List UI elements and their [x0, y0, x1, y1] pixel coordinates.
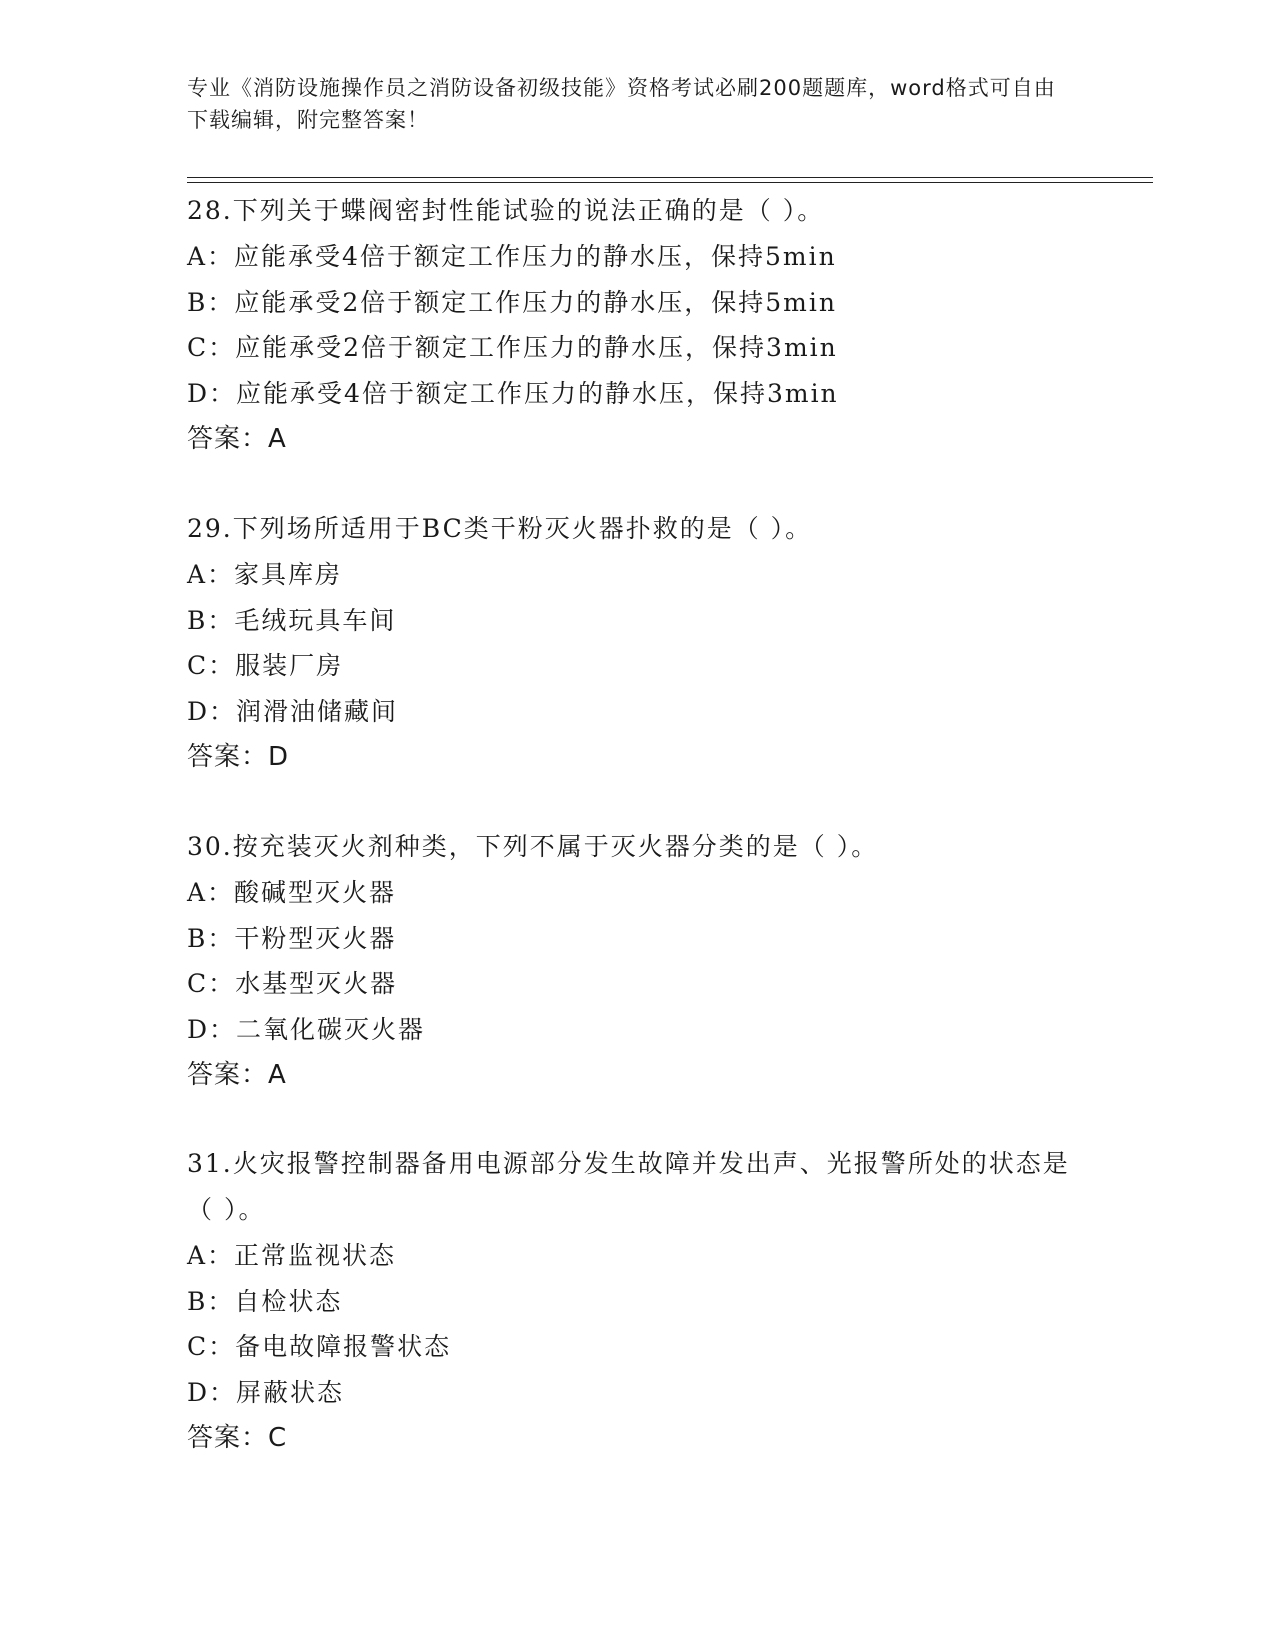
answer: 答案：C: [187, 1423, 288, 1453]
option-c: C：备电故障报警状态: [187, 1332, 452, 1361]
option-a: A：应能承受4倍于额定工作压力的静水压，保持5min: [187, 242, 837, 271]
option-d: D：二氧化碳灭火器: [187, 1014, 426, 1044]
option-b: B：应能承受2倍于额定工作压力的静水压，保持5min: [187, 287, 837, 317]
option-b: B：自检状态: [187, 1286, 343, 1316]
option-c: C：应能承受2倍于额定工作压力的静水压，保持3min: [187, 333, 838, 362]
question-stem: 29.下列场所适用于BC类干粉灭火器扑救的是（ ）。: [187, 514, 813, 543]
question-stem: 28.下列关于蝶阀密封性能试验的说法正确的是（ ）。: [187, 196, 825, 225]
header-divider-top: [187, 177, 1153, 178]
answer: 答案：A: [187, 1060, 287, 1090]
option-b: B：干粉型灭火器: [187, 923, 397, 953]
option-b: B：毛绒玩具车间: [187, 605, 397, 635]
question-stem: 31.火灾报警控制器备用电源部分发生故障并发出声、光报警所处的状态是（ ）。: [187, 1149, 1070, 1224]
option-c: C：服装厂房: [187, 651, 344, 680]
answer: 答案：D: [187, 742, 290, 772]
option-c: C：水基型灭火器: [187, 969, 398, 998]
option-d: D：屏蔽状态: [187, 1377, 345, 1407]
document-header: 专业《消防设施操作员之消防设备初级技能》资格考试必刷200题题库，word格式可自由下载编辑，附完整答案！: [187, 76, 1056, 132]
option-d: D：润滑油储藏间: [187, 696, 399, 726]
question-30: [187, 824, 1087, 1098]
question-31: [187, 1141, 1087, 1461]
option-d: D：应能承受4倍于额定工作压力的静水压，保持3min: [187, 378, 839, 408]
question-28: [187, 188, 1087, 462]
answer: 答案：A: [187, 424, 287, 454]
option-a: A：家具库房: [187, 560, 343, 589]
question-stem: 30.按充装灭火剂种类，下列不属于灭火器分类的是（ ）。: [187, 832, 879, 861]
question-29: [187, 506, 1087, 780]
header-divider-bottom: [187, 182, 1153, 183]
option-a: A：正常监视状态: [187, 1241, 397, 1270]
option-a: A：酸碱型灭火器: [187, 878, 397, 907]
